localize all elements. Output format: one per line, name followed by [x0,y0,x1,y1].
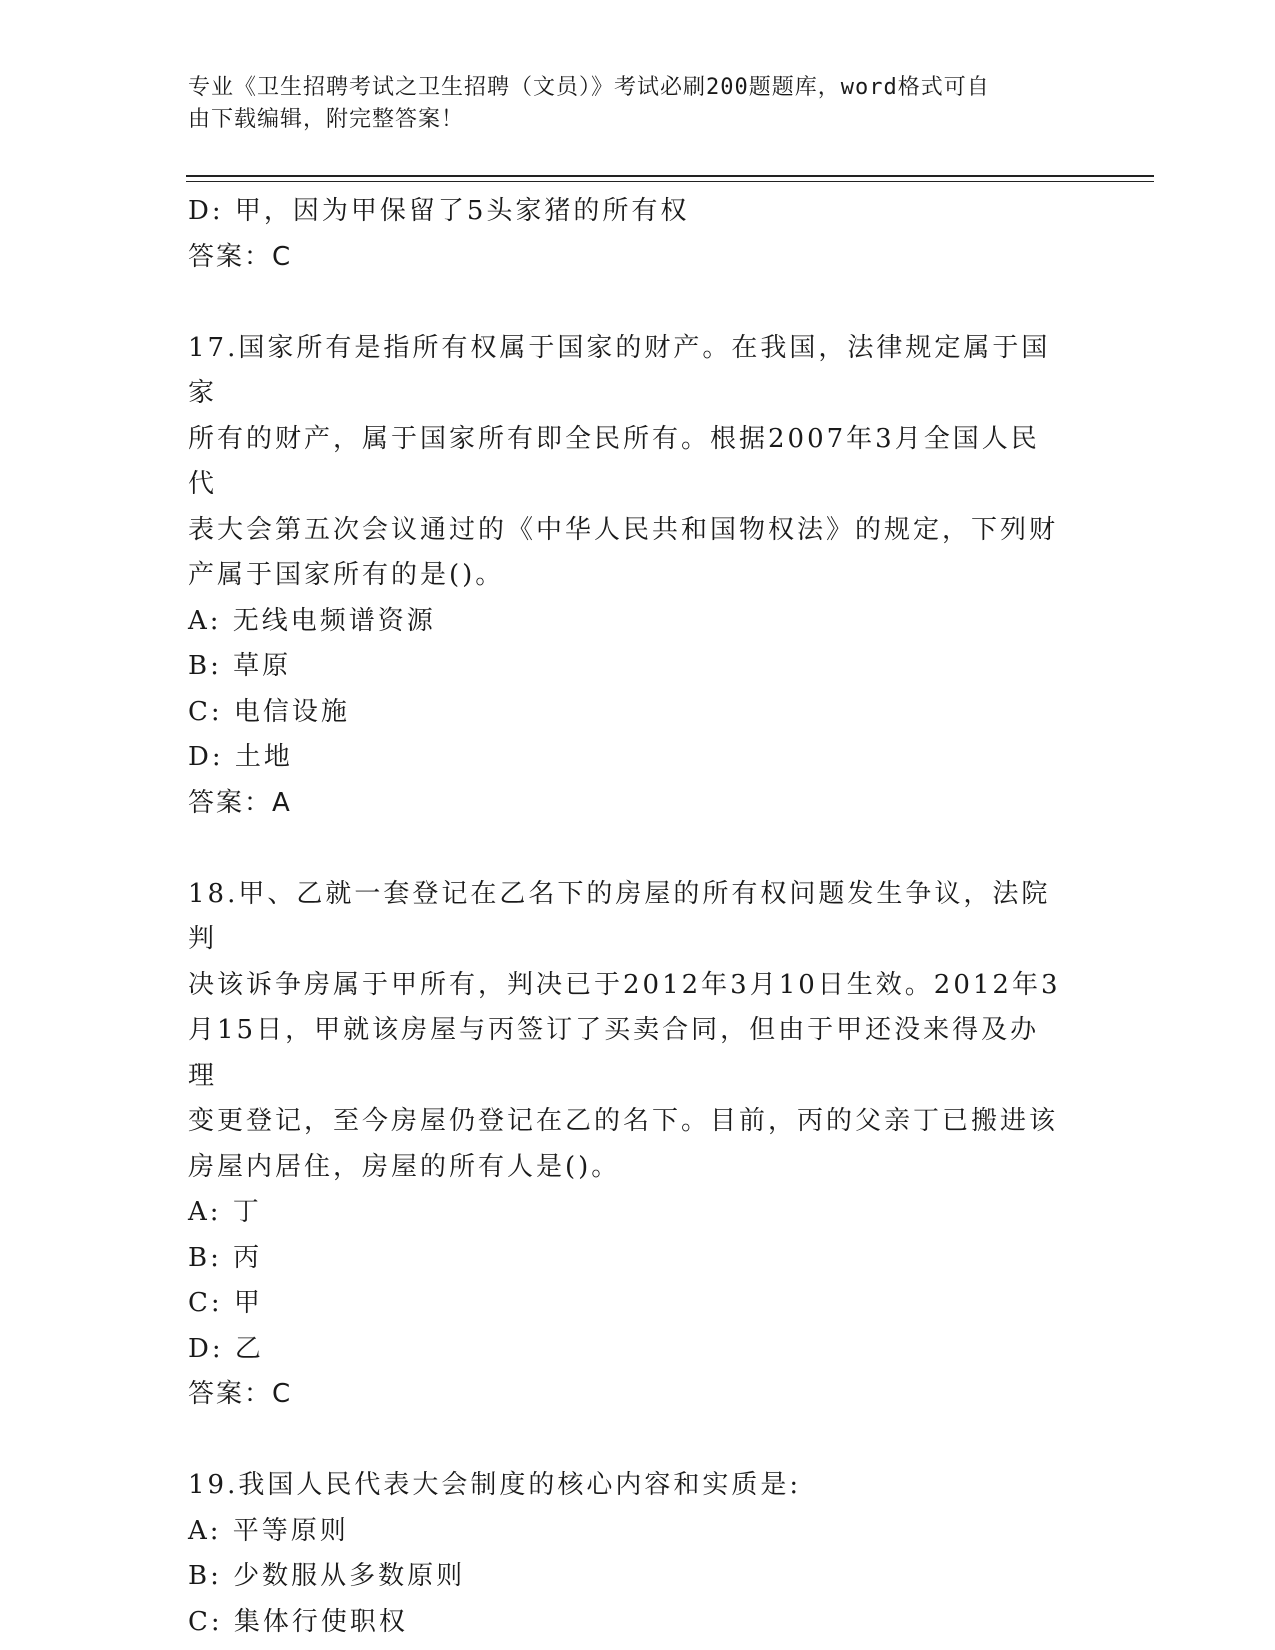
spacer [188,280,1068,326]
question-text-line: 决该诉争房属于甲所有，判决已于2012年3月10日生效。2012年3 [188,969,1061,1000]
question-17 [188,326,1068,827]
header-line-1: 专业《卫生招聘考试之卫生招聘（文员）》考试必刷200题题库，word格式可自 [188,75,990,100]
question-text-line: 产属于国家所有的是()。 [188,560,505,590]
question-text-line: 表大会第五次会议通过的《中华人民共和国物权法》的规定，下列财 [188,514,1059,545]
option-c: C: 甲 [188,1288,263,1318]
option-b: B: 丙 [188,1242,263,1273]
answer-line: 答案：C [188,241,293,272]
option-a: A: 无线电频谱资源 [188,605,436,636]
option-c: C: 集体行使职权 [188,1606,408,1637]
question-16-tail [188,189,1068,280]
question-text-line: 所有的财产，属于国家所有即全民所有。根据2007年3月全国人民代 [188,423,1040,499]
question-text-line: 19.我国人民代表大会制度的核心内容和实质是: [188,1470,802,1500]
option-b: B: 少数服从多数原则 [188,1561,466,1591]
header-divider-thin [186,181,1154,182]
question-19 [188,1463,1068,1645]
option-d: D: 土地 [188,742,293,772]
option-d: D: 乙 [188,1333,264,1364]
page-header [188,72,1068,136]
question-text-line: 变更登记，至今房屋仍登记在乙的名下。目前，丙的父亲丁已搬进该 [188,1106,1059,1136]
header-divider-thick [186,175,1154,177]
option-d: D: 甲，因为甲保留了5头家猪的所有权 [188,196,690,226]
spacer [188,1418,1068,1464]
header-line-2: 由下载编辑，附完整答案！ [188,107,465,132]
question-18 [188,872,1068,1418]
option-a: A: 平等原则 [188,1515,349,1546]
spacer [188,826,1068,872]
question-text-line: 18.甲、乙就一套登记在乙名下的房屋的所有权问题发生争议，法院判 [188,878,1051,954]
option-c: C: 电信设施 [188,696,350,727]
answer-line: 答案：C [188,1379,293,1409]
question-content [188,189,1068,1645]
option-a: A: 丁 [188,1197,262,1227]
option-b: B: 草原 [188,651,292,681]
question-text-line: 月15日，甲就该房屋与丙签订了买卖合同，但由于甲还没来得及办理 [188,1015,1040,1091]
question-text-line: 房屋内居住，房屋的所有人是()。 [188,1151,621,1182]
answer-line: 答案：A [188,787,292,818]
question-text-line: 17.国家所有是指所有权属于国家的财产。在我国，法律规定属于国家 [188,332,1051,408]
